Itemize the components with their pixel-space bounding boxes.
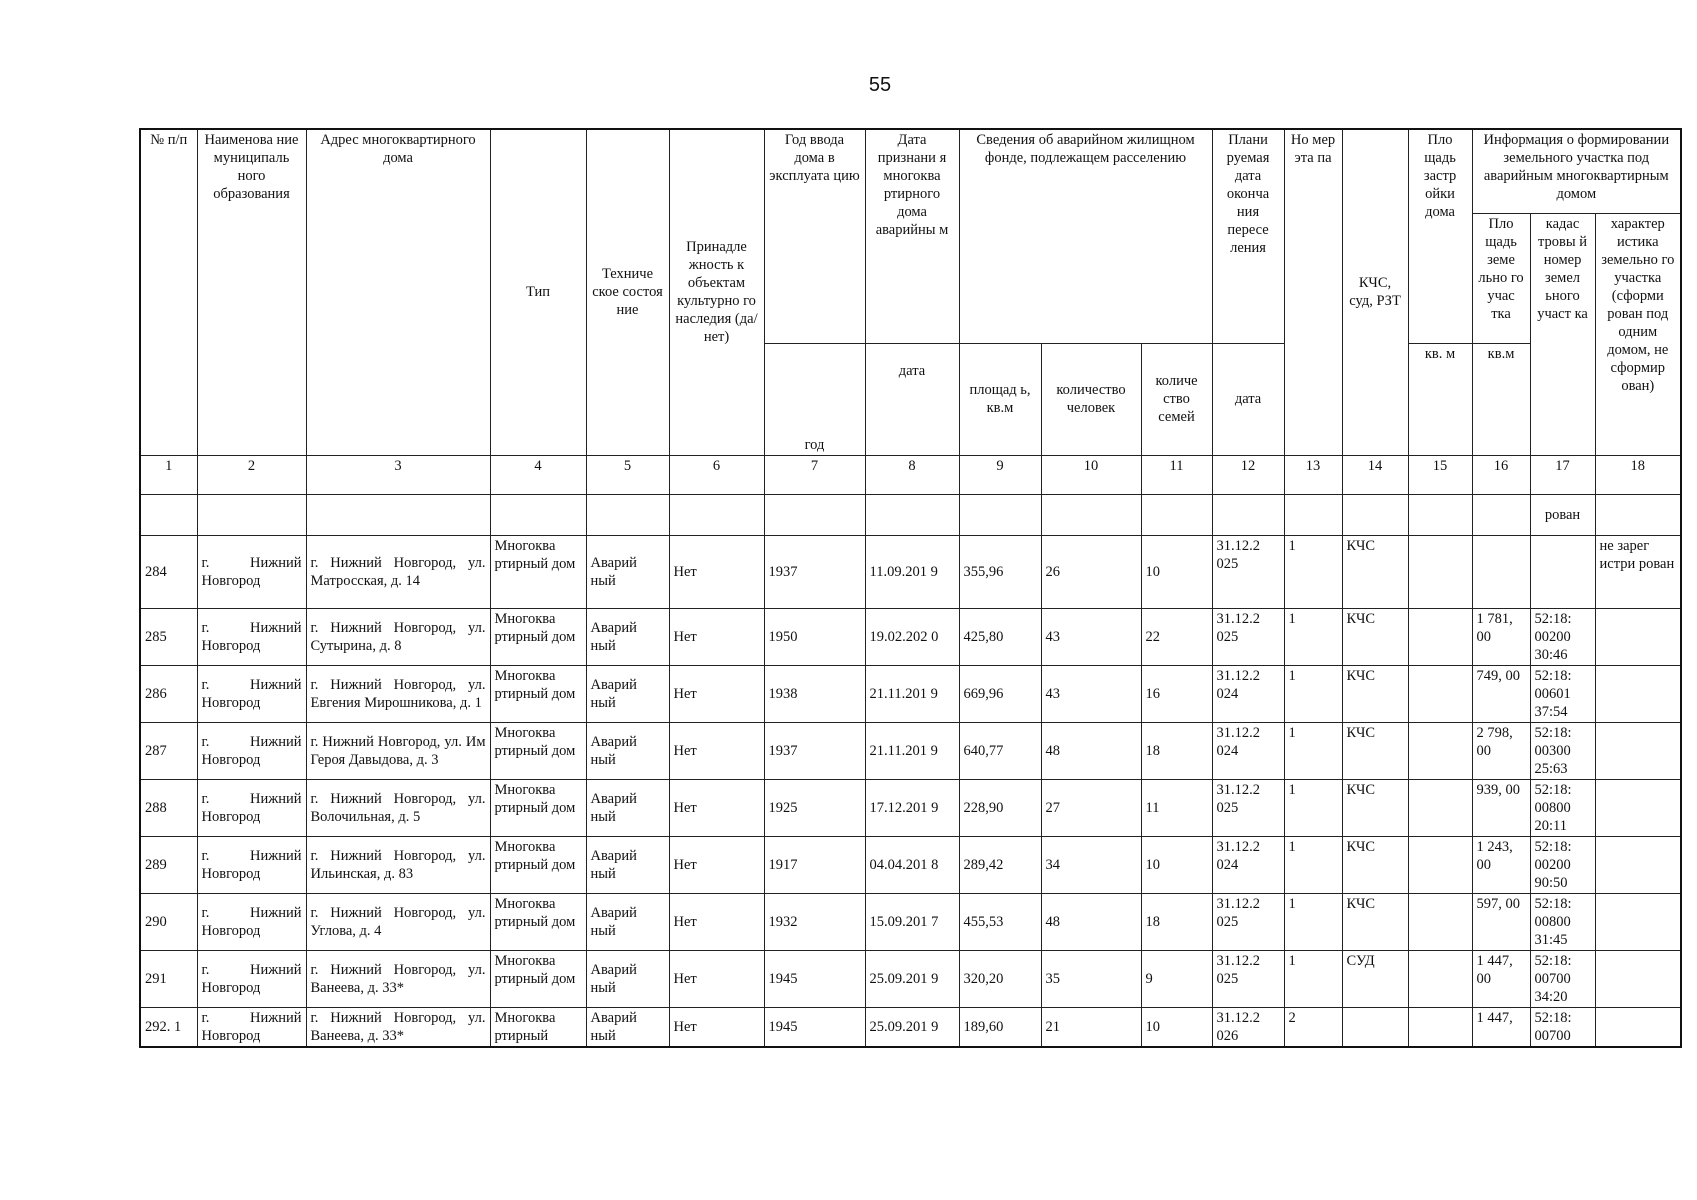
emergency-housing-table <box>139 128 1682 1048</box>
column-number: 10 <box>1041 455 1141 494</box>
column-number: 2 <box>197 455 306 494</box>
cell-number: 291 <box>140 950 197 1007</box>
header-number: № п/п <box>140 129 197 455</box>
cell-heritage: Нет <box>669 722 764 779</box>
cell-build-area <box>1408 535 1472 608</box>
column-number: 16 <box>1472 455 1530 494</box>
cell-type: Многоква ртирный дом <box>490 836 586 893</box>
cell-plan-date: 31.12.2 026 <box>1212 1007 1284 1047</box>
cell-area: 289,42 <box>959 836 1041 893</box>
column-number: 4 <box>490 455 586 494</box>
cell-state: Аварий ный <box>586 950 669 1007</box>
cell-land-char <box>1595 836 1681 893</box>
cell-date: 21.11.201 9 <box>865 665 959 722</box>
cell-number: 285 <box>140 608 197 665</box>
cell-build-area <box>1408 893 1472 950</box>
cell-area: 455,53 <box>959 893 1041 950</box>
header-housing-info: Сведения об аварийном жилищном фонде, подлежащем расселению <box>959 129 1212 343</box>
table-body <box>140 494 1681 1047</box>
column-number: 17 <box>1530 455 1595 494</box>
cell-municipality: г. Нижний Новгород <box>197 722 306 779</box>
cell-number: 292. 1 <box>140 1007 197 1047</box>
cell-date: 17.12.201 9 <box>865 779 959 836</box>
header-land-area: Пло щадь земе льно го учас тка <box>1472 213 1530 343</box>
cell-people: 43 <box>1041 608 1141 665</box>
cell-year: 1937 <box>764 535 865 608</box>
cell-state: Аварий ный <box>586 836 669 893</box>
cell-land-area: 2 798, 00 <box>1472 722 1530 779</box>
cell-land-char <box>1595 722 1681 779</box>
cell-land-char <box>1595 608 1681 665</box>
cell-kchs: КЧС <box>1342 779 1408 836</box>
column-number: 6 <box>669 455 764 494</box>
header-land-char: характер истика земельно го участка (сформи рован под одним домом, не сформир ован) <box>1595 213 1681 455</box>
cell-kchs: КЧС <box>1342 665 1408 722</box>
cell-plan-date: 31.12.2 025 <box>1212 950 1284 1007</box>
cell-number: 287 <box>140 722 197 779</box>
column-number: 9 <box>959 455 1041 494</box>
cell-type: Многоква ртирный дом <box>490 950 586 1007</box>
cell-kchs <box>1342 1007 1408 1047</box>
cell-state: Аварий ный <box>586 535 669 608</box>
unit-land-area: кв.м <box>1472 343 1530 455</box>
header-planned-date: Плани руемая дата оконча ния пересе ления <box>1212 129 1284 343</box>
cell-land-char <box>1595 950 1681 1007</box>
header-heritage: Принадле жность к объектам культурно го наследия (да/нет) <box>669 129 764 455</box>
cell-people: 34 <box>1041 836 1141 893</box>
cell-families: 10 <box>1141 1007 1212 1047</box>
table-row <box>140 836 1681 893</box>
cell-stage: 1 <box>1284 665 1342 722</box>
header-type: Тип <box>490 129 586 455</box>
column-number: 12 <box>1212 455 1284 494</box>
cell-type: Многоква ртирный дом <box>490 535 586 608</box>
cell-land-area: 1 243, 00 <box>1472 836 1530 893</box>
cell-date: 04.04.201 8 <box>865 836 959 893</box>
continued-land-char: рован <box>1530 494 1595 535</box>
unit-families: количе ство семей <box>1141 343 1212 455</box>
cell-heritage: Нет <box>669 836 764 893</box>
cell-number: 288 <box>140 779 197 836</box>
unit-people: количество человек <box>1041 343 1141 455</box>
cell-year: 1917 <box>764 836 865 893</box>
cell-land-area: 1 447, <box>1472 1007 1530 1047</box>
header-technical-state: Техниче ское состоя ние <box>586 129 669 455</box>
cell-address: г. Нижний Новгород, ул. Углова, д. 4 <box>306 893 490 950</box>
cell-address: г. Нижний Новгород, ул. Им Героя Давыдова, д. 3 <box>306 722 490 779</box>
cell-stage: 1 <box>1284 722 1342 779</box>
cell-type: Многоква ртирный дом <box>490 608 586 665</box>
cell-build-area <box>1408 779 1472 836</box>
cell-address: г. Нижний Новгород, ул. Ильинская, д. 83 <box>306 836 490 893</box>
cell-state: Аварий ный <box>586 893 669 950</box>
cell-land-area <box>1472 535 1530 608</box>
table-row <box>140 608 1681 665</box>
cell-kchs: КЧС <box>1342 836 1408 893</box>
cell-plan-date: 31.12.2 025 <box>1212 535 1284 608</box>
cell-kchs: КЧС <box>1342 608 1408 665</box>
cell-heritage: Нет <box>669 779 764 836</box>
cell-land-area: 1 447, 00 <box>1472 950 1530 1007</box>
cell-address: г. Нижний Новгород, ул. Ванеева, д. 33* <box>306 1007 490 1047</box>
cell-families: 18 <box>1141 722 1212 779</box>
cell-address: г. Нижний Новгород, ул. Ванеева, д. 33* <box>306 950 490 1007</box>
table-header <box>140 129 1681 494</box>
cell-kchs: КЧС <box>1342 893 1408 950</box>
cell-land-char <box>1595 665 1681 722</box>
table-row <box>140 779 1681 836</box>
cell-stage: 1 <box>1284 535 1342 608</box>
cell-date: 15.09.201 7 <box>865 893 959 950</box>
cell-type: Многоква ртирный дом <box>490 722 586 779</box>
header-build-area: Пло щадь застр ойки дома <box>1408 129 1472 343</box>
cell-stage: 1 <box>1284 779 1342 836</box>
cell-address: г. Нижний Новгород, ул. Евгения Мирошникова, д. 1 <box>306 665 490 722</box>
column-number: 1 <box>140 455 197 494</box>
table-row <box>140 1007 1681 1047</box>
cell-area: 189,60 <box>959 1007 1041 1047</box>
unit-date: дата <box>865 343 959 455</box>
cell-land-area: 1 781, 00 <box>1472 608 1530 665</box>
cell-date: 21.11.201 9 <box>865 722 959 779</box>
cell-year: 1932 <box>764 893 865 950</box>
cell-municipality: г. Нижний Новгород <box>197 535 306 608</box>
cell-stage: 1 <box>1284 836 1342 893</box>
header-address: Адрес многоквартирного дома <box>306 129 490 455</box>
table-row <box>140 950 1681 1007</box>
cell-land-area: 939, 00 <box>1472 779 1530 836</box>
table-row <box>140 722 1681 779</box>
cell-heritage: Нет <box>669 950 764 1007</box>
continuation-row <box>140 494 1681 535</box>
cell-plan-date: 31.12.2 025 <box>1212 893 1284 950</box>
cell-people: 27 <box>1041 779 1141 836</box>
unit-plan-date: дата <box>1212 343 1284 455</box>
cell-build-area <box>1408 1007 1472 1047</box>
cell-cadastral: 52:18: 00200 30:46 <box>1530 608 1595 665</box>
cell-build-area <box>1408 836 1472 893</box>
cell-cadastral: 52:18: 00700 34:20 <box>1530 950 1595 1007</box>
cell-type: Многоква ртирный <box>490 1007 586 1047</box>
column-number: 7 <box>764 455 865 494</box>
cell-address: г. Нижний Новгород, ул. Волочильная, д. 5 <box>306 779 490 836</box>
cell-families: 9 <box>1141 950 1212 1007</box>
cell-land-char <box>1595 779 1681 836</box>
cell-year: 1950 <box>764 608 865 665</box>
cell-number: 286 <box>140 665 197 722</box>
column-number: 15 <box>1408 455 1472 494</box>
unit-build-area: кв. м <box>1408 343 1472 455</box>
cell-cadastral: 52:18: 00601 37:54 <box>1530 665 1595 722</box>
cell-families: 10 <box>1141 535 1212 608</box>
cell-plan-date: 31.12.2 024 <box>1212 722 1284 779</box>
cell-land-char: не зарег истри рован <box>1595 535 1681 608</box>
table-row <box>140 665 1681 722</box>
unit-area: площад ь, кв.м <box>959 343 1041 455</box>
cell-families: 18 <box>1141 893 1212 950</box>
cell-year: 1937 <box>764 722 865 779</box>
column-number: 5 <box>586 455 669 494</box>
cell-build-area <box>1408 950 1472 1007</box>
cell-heritage: Нет <box>669 608 764 665</box>
column-number: 11 <box>1141 455 1212 494</box>
cell-state: Аварий ный <box>586 608 669 665</box>
cell-state: Аварий ный <box>586 779 669 836</box>
cell-heritage: Нет <box>669 893 764 950</box>
cell-cadastral: 52:18: 00700 <box>1530 1007 1595 1047</box>
cell-municipality: г. Нижний Новгород <box>197 836 306 893</box>
header-stage: Но мер эта па <box>1284 129 1342 455</box>
cell-stage: 1 <box>1284 608 1342 665</box>
cell-address: г. Нижний Новгород, ул. Матросская, д. 14 <box>306 535 490 608</box>
cell-stage: 1 <box>1284 950 1342 1007</box>
cell-year: 1945 <box>764 950 865 1007</box>
cell-land-char <box>1595 893 1681 950</box>
cell-number: 284 <box>140 535 197 608</box>
cell-people: 35 <box>1041 950 1141 1007</box>
cell-municipality: г. Нижний Новгород <box>197 1007 306 1047</box>
cell-build-area <box>1408 722 1472 779</box>
cell-state: Аварий ный <box>586 1007 669 1047</box>
cell-cadastral: 52:18: 00300 25:63 <box>1530 722 1595 779</box>
cell-area: 669,96 <box>959 665 1041 722</box>
header-municipality: Наименова ние муниципаль ного образования <box>197 129 306 455</box>
cell-state: Аварий ный <box>586 665 669 722</box>
cell-people: 26 <box>1041 535 1141 608</box>
cell-kchs: СУД <box>1342 950 1408 1007</box>
cell-plan-date: 31.12.2 024 <box>1212 836 1284 893</box>
unit-year: год <box>764 343 865 455</box>
cell-type: Многоква ртирный дом <box>490 665 586 722</box>
cell-stage: 1 <box>1284 893 1342 950</box>
cell-families: 22 <box>1141 608 1212 665</box>
header-recognition-date: Дата признани я многоква ртирного дома аварийны м <box>865 129 959 343</box>
header-commission-year: Год ввода дома в эксплуата цию <box>764 129 865 343</box>
column-number: 14 <box>1342 455 1408 494</box>
cell-kchs: КЧС <box>1342 722 1408 779</box>
table-row <box>140 535 1681 608</box>
cell-area: 228,90 <box>959 779 1041 836</box>
cell-heritage: Нет <box>669 535 764 608</box>
cell-cadastral: 52:18: 00200 90:50 <box>1530 836 1595 893</box>
cell-type: Многоква ртирный дом <box>490 893 586 950</box>
cell-area: 640,77 <box>959 722 1041 779</box>
cell-cadastral: 52:18: 00800 20:11 <box>1530 779 1595 836</box>
cell-land-area: 749, 00 <box>1472 665 1530 722</box>
cell-area: 320,20 <box>959 950 1041 1007</box>
cell-plan-date: 31.12.2 025 <box>1212 779 1284 836</box>
cell-families: 16 <box>1141 665 1212 722</box>
cell-families: 10 <box>1141 836 1212 893</box>
cell-land-area: 597, 00 <box>1472 893 1530 950</box>
cell-build-area <box>1408 608 1472 665</box>
cell-plan-date: 31.12.2 024 <box>1212 665 1284 722</box>
cell-municipality: г. Нижний Новгород <box>197 608 306 665</box>
header-cadastral: кадас тровы й номер земел ьного участ ка <box>1530 213 1595 455</box>
cell-date: 19.02.202 0 <box>865 608 959 665</box>
cell-area: 425,80 <box>959 608 1041 665</box>
cell-build-area <box>1408 665 1472 722</box>
cell-plan-date: 31.12.2 025 <box>1212 608 1284 665</box>
cell-cadastral <box>1530 535 1595 608</box>
column-number: 18 <box>1595 455 1681 494</box>
cell-municipality: г. Нижний Новгород <box>197 779 306 836</box>
cell-stage: 2 <box>1284 1007 1342 1047</box>
header-kchs: КЧС, суд, РЗТ <box>1342 129 1408 455</box>
cell-type: Многоква ртирный дом <box>490 779 586 836</box>
cell-people: 48 <box>1041 722 1141 779</box>
cell-address: г. Нижний Новгород, ул. Сутырина, д. 8 <box>306 608 490 665</box>
column-number: 3 <box>306 455 490 494</box>
cell-cadastral: 52:18: 00800 31:45 <box>1530 893 1595 950</box>
column-number-row <box>140 455 1681 494</box>
table-row <box>140 893 1681 950</box>
cell-heritage: Нет <box>669 1007 764 1047</box>
cell-land-char <box>1595 1007 1681 1047</box>
page-number: 55 <box>868 74 892 96</box>
cell-year: 1945 <box>764 1007 865 1047</box>
cell-year: 1938 <box>764 665 865 722</box>
cell-municipality: г. Нижний Новгород <box>197 665 306 722</box>
cell-kchs: КЧС <box>1342 535 1408 608</box>
cell-heritage: Нет <box>669 665 764 722</box>
cell-number: 289 <box>140 836 197 893</box>
cell-year: 1925 <box>764 779 865 836</box>
cell-people: 43 <box>1041 665 1141 722</box>
cell-number: 290 <box>140 893 197 950</box>
cell-date: 25.09.201 9 <box>865 950 959 1007</box>
cell-municipality: г. Нижний Новгород <box>197 893 306 950</box>
cell-area: 355,96 <box>959 535 1041 608</box>
cell-state: Аварий ный <box>586 722 669 779</box>
column-number: 13 <box>1284 455 1342 494</box>
cell-date: 11.09.201 9 <box>865 535 959 608</box>
cell-people: 21 <box>1041 1007 1141 1047</box>
column-number: 8 <box>865 455 959 494</box>
cell-people: 48 <box>1041 893 1141 950</box>
header-land-info: Информация о формировании земельного участка под аварийным многоквартирным домом <box>1472 129 1681 213</box>
cell-municipality: г. Нижний Новгород <box>197 950 306 1007</box>
cell-families: 11 <box>1141 779 1212 836</box>
cell-date: 25.09.201 9 <box>865 1007 959 1047</box>
